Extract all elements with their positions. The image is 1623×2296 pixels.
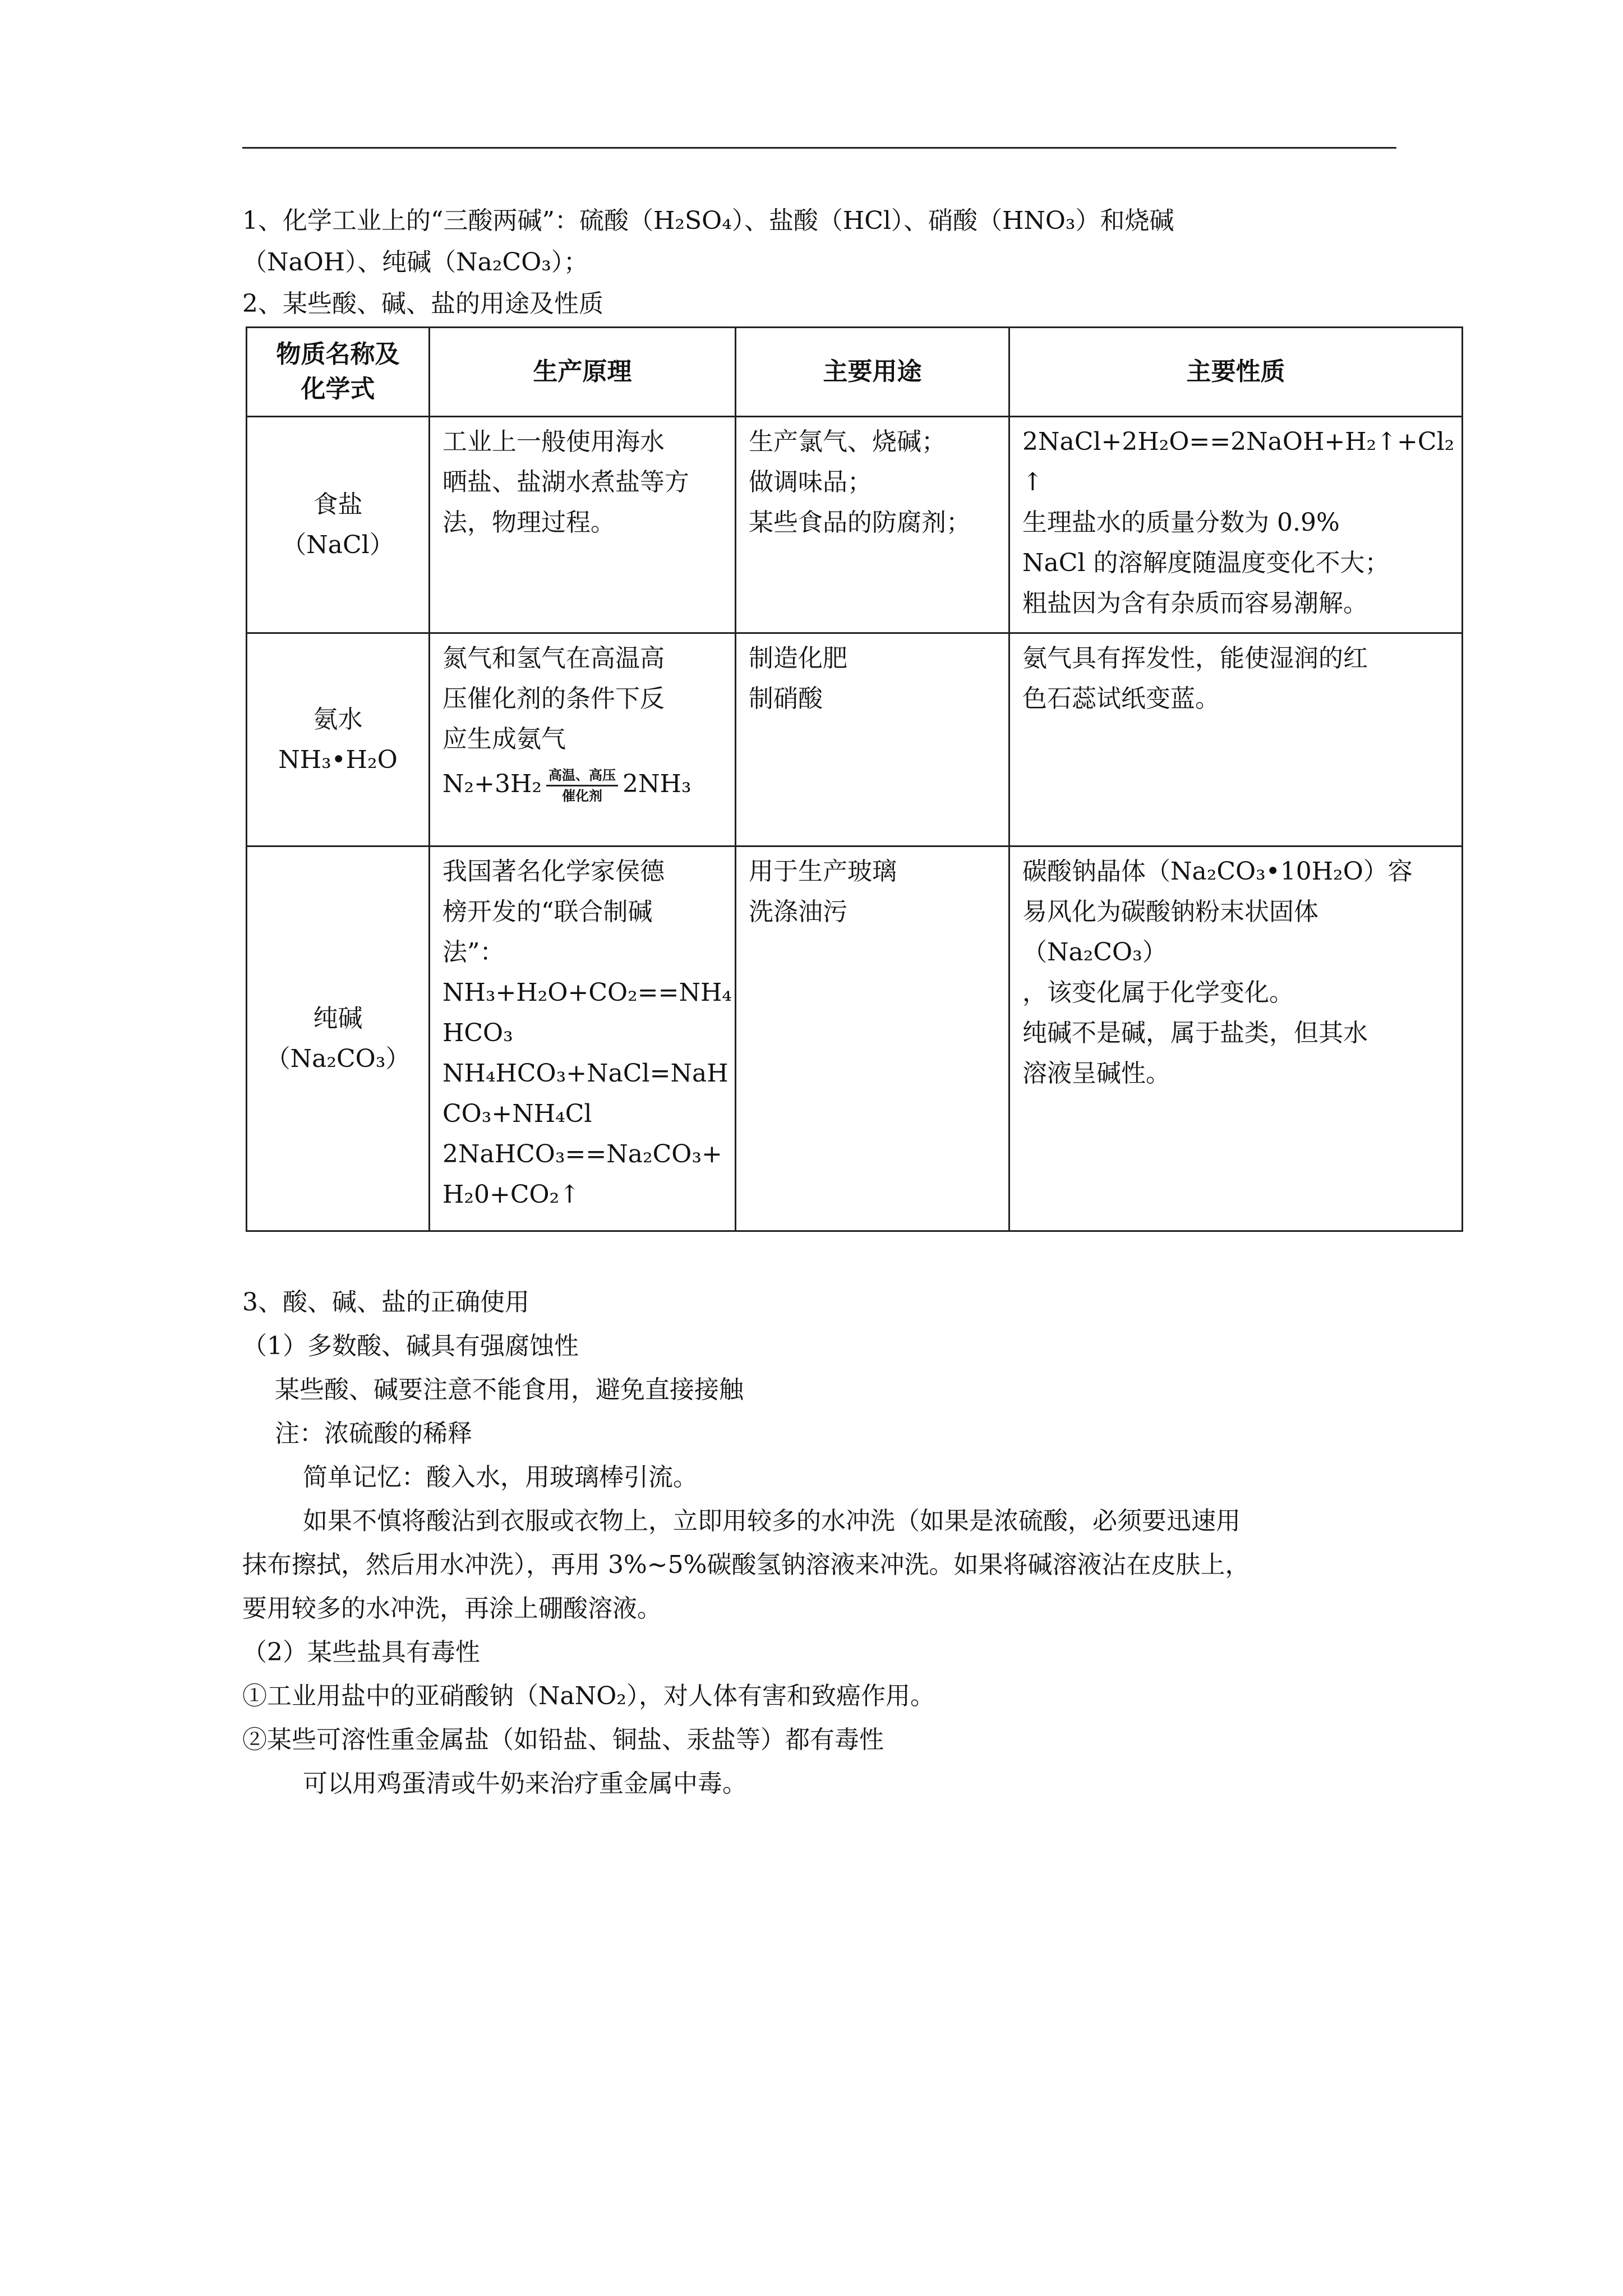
text-line: 法，物理过程。 xyxy=(442,508,615,537)
section3-p5: 如果不慎将酸沾到衣服或衣物上，立即用较多的水冲洗（如果是浓硫酸，必须要迅速用 xyxy=(303,1507,1241,1535)
header-property: 主要性质 xyxy=(1009,328,1463,417)
text-line: 用于生产玻璃 xyxy=(749,857,897,886)
cell-use-soda xyxy=(736,846,1009,1231)
cell-name-ammonia xyxy=(247,633,430,846)
section3-p3: 注：浓硫酸的稀释 xyxy=(275,1419,472,1448)
salt-name: 食盐 xyxy=(313,490,363,519)
acid-base-salt-table xyxy=(246,326,1463,1232)
text-line: 某些食品的防腐剂； xyxy=(749,508,971,537)
ammonia-synthesis-equation xyxy=(442,764,722,804)
section3-title: 3、酸、碱、盐的正确使用 xyxy=(242,1288,529,1317)
text-line: ↑ xyxy=(1022,468,1043,496)
table-header-row xyxy=(247,328,1463,417)
text-line: （Na₂CO₃） xyxy=(1022,938,1167,967)
text-line: 生理盐水的质量分数为 0.9% xyxy=(1022,508,1340,537)
header-name xyxy=(247,328,430,417)
section3-p9: ①工业用盐中的亚硝酸钠（NaNO₂），对人体有害和致癌作用。 xyxy=(242,1682,935,1710)
text-line: NH₄HCO₃+NaCl=NaH xyxy=(442,1059,728,1088)
equation-left: N₂+3H₂ xyxy=(442,770,542,798)
text-line: 榜开发的“联合制碱 xyxy=(442,898,653,926)
header-use: 主要用途 xyxy=(736,328,1009,417)
cell-property-soda xyxy=(1009,846,1463,1231)
text-line: 工业上一般使用海水 xyxy=(442,427,665,456)
cell-property-salt xyxy=(1009,417,1463,633)
ammonia-formula: NH₃•H₂O xyxy=(278,745,398,774)
cell-principle-salt xyxy=(430,417,736,633)
section3-p11: 可以用鸡蛋清或牛奶来治疗重金属中毒。 xyxy=(303,1769,747,1798)
text-line: 晒盐、盐湖水煮盐等方 xyxy=(442,468,689,496)
section3-p10: ②某些可溶性重金属盐（如铅盐、铜盐、汞盐等）都有毒性 xyxy=(242,1726,884,1754)
text-line: HCO₃ xyxy=(442,1019,513,1047)
intro-line-2: （NaOH）、纯碱（Na₂CO₃）； xyxy=(242,248,588,277)
text-line: 做调味品； xyxy=(749,468,872,496)
header-principle: 生产原理 xyxy=(430,328,736,417)
text-line: 碳酸钠晶体（Na₂CO₃•10H₂O）容 xyxy=(1022,857,1413,886)
section3-p7: 要用较多的水冲洗，再涂上硼酸溶液。 xyxy=(242,1594,662,1623)
table-row-ammonia xyxy=(247,633,1463,846)
text-line: NH₃+H₂O+CO₂==NH₄ xyxy=(442,978,732,1007)
soda-name: 纯碱 xyxy=(313,1004,363,1033)
text-line: 粗盐因为含有杂质而容易潮解。 xyxy=(1022,589,1368,618)
text-line: 我国著名化学家侯德 xyxy=(442,857,665,886)
soda-formula: （Na₂CO₃） xyxy=(265,1044,411,1073)
text-line: 2NaCl+2H₂O==2NaOH+H₂↑+Cl₂ xyxy=(1022,427,1455,456)
cell-name-soda xyxy=(247,846,430,1231)
cell-principle-ammonia xyxy=(430,633,736,846)
header-name-line2: 化学式 xyxy=(301,375,375,403)
section3-p4: 简单记忆：酸入水，用玻璃棒引流。 xyxy=(303,1463,698,1492)
condition-top: 高温、高压 xyxy=(546,767,618,786)
text-line: NaCl 的溶解度随温度变化不大； xyxy=(1022,549,1390,577)
section3-p8: （2）某些盐具有毒性 xyxy=(242,1638,480,1667)
intro-line-1: 1、化学工业上的“三酸两碱”：硫酸（H₂SO₄）、盐酸（HCl）、硝酸（HNO₃）和烧碱 xyxy=(242,206,1174,235)
section3-p6: 抹布擦拭，然后用水冲洗），再用 3%~5%碳酸氢钠溶液来冲洗。如果将碱溶液沾在皮肤上， xyxy=(242,1550,1250,1579)
text-line: 制造化肥 xyxy=(749,644,847,673)
text-line: 生产氯气、烧碱； xyxy=(749,427,946,456)
cell-principle-soda xyxy=(430,846,736,1231)
ammonia-name: 氨水 xyxy=(313,705,363,734)
text-line: 溶液呈碱性。 xyxy=(1022,1059,1170,1088)
text-line: 色石蕊试纸变蓝。 xyxy=(1022,684,1220,713)
text-line: 洗涤油污 xyxy=(749,898,847,926)
header-name-line1: 物质名称及 xyxy=(276,340,400,369)
table-row-salt xyxy=(247,417,1463,633)
text-line: 法”： xyxy=(442,938,505,967)
text-line: H₂0+CO₂↑ xyxy=(442,1180,580,1209)
text-line: 2NaHCO₃==Na₂CO₃+ xyxy=(442,1140,722,1168)
text-line: 氨气具有挥发性，能使湿润的红 xyxy=(1022,644,1368,673)
cell-property-ammonia xyxy=(1009,633,1463,846)
text-line: 氮气和氢气在高温高 xyxy=(442,644,665,673)
header-rule xyxy=(242,147,1396,149)
text-line: 压催化剂的条件下反 xyxy=(442,684,665,713)
cell-name-salt xyxy=(247,417,430,633)
intro-line-3: 2、某些酸、碱、盐的用途及性质 xyxy=(242,289,603,318)
text-line: 制硝酸 xyxy=(749,684,823,713)
cell-use-ammonia xyxy=(736,633,1009,846)
text-line: ，该变化属于化学变化。 xyxy=(1022,978,1294,1007)
text-line: 易风化为碳酸钠粉末状固体 xyxy=(1022,898,1318,926)
table-row-soda xyxy=(247,846,1463,1231)
text-line: 纯碱不是碱，属于盐类，但其水 xyxy=(1022,1019,1368,1047)
condition-bottom: 催化剂 xyxy=(562,788,603,804)
text-line: 应生成氨气 xyxy=(442,725,566,753)
reaction-condition xyxy=(546,767,618,804)
equation-right: 2NH₃ xyxy=(623,770,691,798)
salt-formula: （NaCl） xyxy=(282,530,394,559)
text-line: CO₃+NH₄Cl xyxy=(442,1099,592,1128)
section3-p1: （1）多数酸、碱具有强腐蚀性 xyxy=(242,1332,579,1360)
cell-use-salt xyxy=(736,417,1009,633)
section3-p2: 某些酸、碱要注意不能食用，避免直接接触 xyxy=(275,1375,744,1404)
